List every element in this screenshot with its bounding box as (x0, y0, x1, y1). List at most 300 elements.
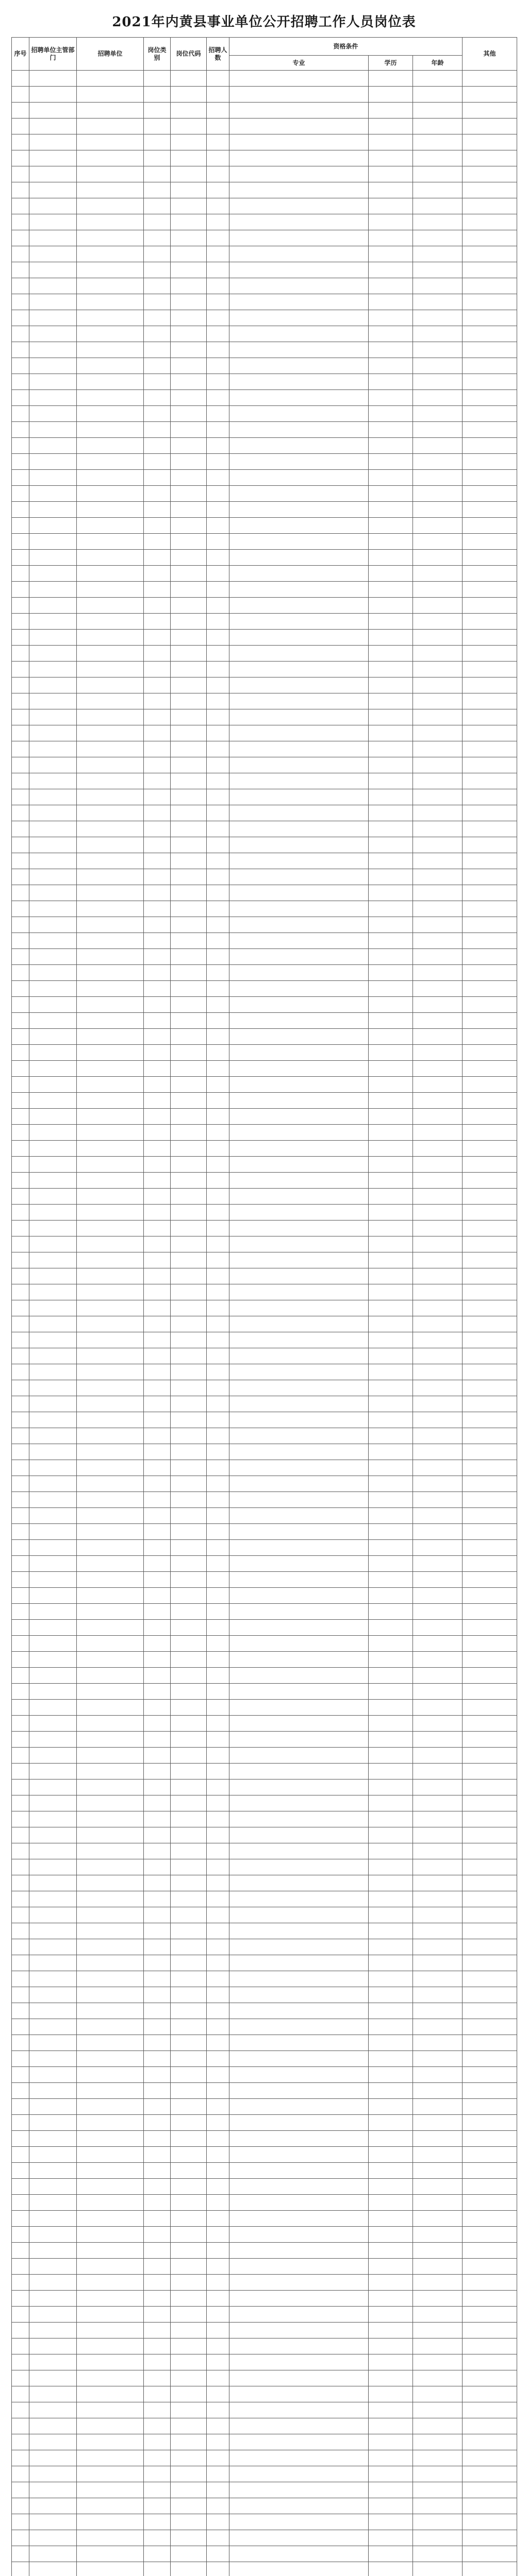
cell-empty (144, 1907, 171, 1923)
table-row-placeholder (12, 2307, 517, 2323)
cell-empty (207, 1811, 229, 1827)
cell-empty (171, 1524, 207, 1540)
cell-empty (229, 1795, 369, 1811)
cell-empty (207, 1684, 229, 1700)
cell-empty (171, 2546, 207, 2562)
cell-empty (77, 262, 144, 278)
cell-empty (463, 246, 517, 262)
cell-empty (463, 997, 517, 1013)
cell-empty (171, 2179, 207, 2195)
cell-empty (144, 470, 171, 486)
cell-empty (463, 582, 517, 598)
cell-empty (12, 230, 29, 246)
cell-empty (463, 326, 517, 342)
cell-empty (229, 2402, 369, 2418)
table-row-placeholder (12, 1524, 517, 1540)
cell-empty (369, 2131, 413, 2147)
cell-empty (12, 2530, 29, 2546)
cell-empty (369, 2418, 413, 2434)
table-row-placeholder (12, 901, 517, 917)
cell-empty (77, 901, 144, 917)
cell-empty (144, 2275, 171, 2291)
cell-empty (207, 1380, 229, 1396)
cell-empty (413, 2402, 463, 2418)
cell-empty (144, 1588, 171, 1604)
cell-empty (12, 693, 29, 709)
cell-empty (12, 2163, 29, 2179)
cell-empty (413, 1891, 463, 1907)
cell-empty (207, 1268, 229, 1284)
cell-empty (463, 1588, 517, 1604)
cell-empty (207, 2562, 229, 2576)
cell-empty (413, 214, 463, 230)
cell-empty (12, 805, 29, 821)
cell-empty (369, 2338, 413, 2354)
table-row-placeholder (12, 214, 517, 230)
cell-empty (12, 550, 29, 566)
table-row-placeholder (12, 1508, 517, 1524)
cell-empty (229, 87, 369, 103)
cell-empty (12, 502, 29, 518)
table-row-placeholder (12, 725, 517, 741)
cell-empty (171, 262, 207, 278)
table-row-placeholder (12, 1492, 517, 1508)
cell-empty (77, 1013, 144, 1029)
cell-empty (463, 1476, 517, 1492)
cell-empty (29, 1508, 77, 1524)
cell-empty (229, 518, 369, 534)
cell-empty (413, 2450, 463, 2466)
cell-empty (12, 2354, 29, 2370)
cell-empty (413, 310, 463, 326)
cell-empty (12, 2482, 29, 2498)
cell-empty (144, 502, 171, 518)
cell-empty (29, 1859, 77, 1875)
cell-empty (77, 1971, 144, 1987)
cell-empty (463, 821, 517, 837)
cell-empty (171, 1604, 207, 1620)
cell-empty (369, 1524, 413, 1540)
cell-empty (171, 342, 207, 358)
cell-empty (29, 1412, 77, 1428)
cell-empty (171, 118, 207, 134)
cell-empty (171, 550, 207, 566)
table-row-placeholder (12, 2051, 517, 2067)
cell-empty (369, 2466, 413, 2482)
cell-empty (12, 246, 29, 262)
cell-empty (463, 981, 517, 997)
cell-empty (144, 2179, 171, 2195)
cell-empty (144, 1476, 171, 1492)
table-row-placeholder (12, 677, 517, 693)
cell-empty (144, 1572, 171, 1588)
cell-empty (229, 2450, 369, 2466)
cell-empty (29, 566, 77, 582)
cell-empty (369, 1732, 413, 1748)
table-row-placeholder (12, 2386, 517, 2402)
cell-empty (463, 1492, 517, 1508)
table-row-placeholder (12, 2562, 517, 2576)
cell-empty (229, 1636, 369, 1652)
cell-empty (413, 630, 463, 646)
cell-empty (207, 2434, 229, 2450)
cell-empty (29, 534, 77, 550)
cell-empty (229, 566, 369, 582)
cell-empty (229, 1476, 369, 1492)
cell-empty (77, 2291, 144, 2307)
cell-empty (369, 1029, 413, 1045)
table-row-placeholder (12, 2370, 517, 2386)
cell-empty (12, 677, 29, 693)
table-row-placeholder (12, 1684, 517, 1700)
table-row-placeholder (12, 1205, 517, 1221)
table-row-placeholder (12, 262, 517, 278)
cell-empty (77, 821, 144, 837)
cell-empty (29, 1556, 77, 1572)
cell-empty (369, 2562, 413, 2576)
cell-empty (171, 646, 207, 662)
table-row-placeholder (12, 2402, 517, 2418)
cell-empty (171, 885, 207, 901)
cell-empty (207, 2147, 229, 2163)
cell-empty (29, 1045, 77, 1061)
cell-empty (413, 1572, 463, 1588)
cell-empty (463, 1843, 517, 1859)
cell-empty (413, 1859, 463, 1875)
table-row-placeholder (12, 1875, 517, 1891)
table-row-placeholder (12, 2291, 517, 2307)
cell-empty (29, 725, 77, 741)
cell-empty (207, 805, 229, 821)
cell-empty (413, 789, 463, 805)
cell-empty (171, 1093, 207, 1109)
cell-empty (12, 1061, 29, 1077)
cell-empty (12, 757, 29, 773)
cell-empty (463, 630, 517, 646)
table-row-placeholder (12, 1316, 517, 1332)
cell-empty (413, 198, 463, 214)
cell-empty (207, 869, 229, 885)
cell-empty (29, 326, 77, 342)
cell-empty (171, 2147, 207, 2163)
cell-empty (463, 1875, 517, 1891)
cell-empty (29, 182, 77, 198)
cell-empty (12, 2338, 29, 2354)
cell-empty (207, 1157, 229, 1173)
cell-empty (463, 1348, 517, 1364)
cell-empty (144, 1827, 171, 1843)
cell-empty (229, 837, 369, 853)
cell-empty (463, 342, 517, 358)
cell-empty (77, 869, 144, 885)
cell-empty (207, 1173, 229, 1189)
cell-empty (29, 1971, 77, 1987)
cell-empty (463, 1939, 517, 1955)
cell-empty (413, 1380, 463, 1396)
document-title: 2021年内黄县事业单位公开招聘工作人员岗位表 (112, 14, 416, 30)
cell-empty (12, 662, 29, 677)
cell-empty (463, 1268, 517, 1284)
cell-empty (77, 486, 144, 502)
cell-empty (369, 1444, 413, 1460)
cell-empty (369, 1636, 413, 1652)
cell-empty (207, 741, 229, 757)
cell-empty (29, 1077, 77, 1093)
header-conditions: 资格条件 (229, 38, 463, 56)
cell-empty (369, 198, 413, 214)
cell-empty (229, 2035, 369, 2051)
cell-empty (12, 2402, 29, 2418)
cell-empty (77, 502, 144, 518)
table-row-placeholder (12, 2179, 517, 2195)
cell-empty (413, 1604, 463, 1620)
cell-empty (369, 2546, 413, 2562)
cell-empty (171, 2163, 207, 2179)
cell-empty (77, 1332, 144, 1348)
cell-empty (369, 1236, 413, 1252)
cell-empty (77, 2147, 144, 2163)
cell-empty (463, 2386, 517, 2402)
cell-empty (77, 2498, 144, 2514)
cell-empty (144, 166, 171, 182)
cell-empty (463, 741, 517, 757)
cell-empty (12, 2003, 29, 2019)
cell-empty (229, 2323, 369, 2338)
cell-empty (12, 1221, 29, 1236)
cell-empty (463, 182, 517, 198)
cell-empty (12, 454, 29, 470)
cell-empty (29, 1604, 77, 1620)
cell-empty (29, 1620, 77, 1636)
cell-empty (207, 2450, 229, 2466)
cell-empty (229, 1428, 369, 1444)
cell-empty (413, 837, 463, 853)
cell-empty (413, 2323, 463, 2338)
cell-empty (413, 2498, 463, 2514)
table-row-placeholder (12, 1987, 517, 2003)
cell-empty (369, 1588, 413, 1604)
cell-empty (229, 1971, 369, 1987)
cell-empty (463, 1412, 517, 1428)
cell-empty (29, 1205, 77, 1221)
cell-empty (12, 438, 29, 454)
cell-empty (463, 2083, 517, 2099)
cell-empty (12, 1795, 29, 1811)
cell-empty (29, 1987, 77, 2003)
cell-empty (12, 2051, 29, 2067)
cell-empty (413, 454, 463, 470)
cell-empty (77, 2562, 144, 2576)
cell-empty (229, 1524, 369, 1540)
cell-empty (29, 2051, 77, 2067)
cell-empty (229, 646, 369, 662)
cell-empty (12, 1109, 29, 1125)
cell-empty (77, 677, 144, 693)
cell-empty (369, 87, 413, 103)
cell-empty (12, 949, 29, 965)
cell-empty (463, 1157, 517, 1173)
cell-empty (12, 1300, 29, 1316)
cell-empty (413, 150, 463, 166)
cell-empty (369, 502, 413, 518)
cell-empty (171, 326, 207, 342)
cell-empty (144, 981, 171, 997)
table-row-placeholder (12, 310, 517, 326)
cell-empty (413, 406, 463, 422)
cell-empty (77, 1492, 144, 1508)
table-row-placeholder (12, 2498, 517, 2514)
cell-empty (229, 486, 369, 502)
cell-empty (463, 2562, 517, 2576)
cell-empty (171, 1508, 207, 1524)
cell-empty (463, 2291, 517, 2307)
cell-empty (171, 1716, 207, 1732)
table-row-placeholder (12, 1700, 517, 1716)
cell-empty (369, 1604, 413, 1620)
cell-empty (463, 1189, 517, 1205)
cell-empty (463, 294, 517, 310)
cell-empty (77, 230, 144, 246)
cell-empty (77, 853, 144, 869)
table-row-placeholder (12, 981, 517, 997)
cell-empty (29, 614, 77, 630)
cell-empty (229, 294, 369, 310)
cell-empty (413, 1013, 463, 1029)
cell-empty (229, 1125, 369, 1141)
cell-empty (229, 2083, 369, 2099)
cell-empty (29, 1332, 77, 1348)
cell-empty (29, 134, 77, 150)
table-row-placeholder (12, 2131, 517, 2147)
cell-empty (12, 566, 29, 582)
cell-empty (77, 2275, 144, 2291)
cell-empty (12, 1316, 29, 1332)
cell-empty (144, 1795, 171, 1811)
cell-empty (171, 709, 207, 725)
table-row-placeholder (12, 1748, 517, 1764)
table-row-placeholder (12, 2466, 517, 2482)
cell-empty (144, 1380, 171, 1396)
cell-empty (229, 1492, 369, 1508)
cell-empty (171, 1620, 207, 1636)
cell-empty (369, 550, 413, 566)
cell-empty (413, 2338, 463, 2354)
cell-empty (413, 853, 463, 869)
cell-empty (463, 2418, 517, 2434)
cell-empty (171, 2530, 207, 2546)
cell-empty (229, 1460, 369, 1476)
cell-empty (413, 2019, 463, 2035)
cell-empty (229, 1764, 369, 1780)
cell-empty (12, 1939, 29, 1955)
cell-empty (229, 1173, 369, 1189)
cell-empty (229, 1268, 369, 1284)
table-row-placeholder (12, 1109, 517, 1125)
cell-empty (144, 2051, 171, 2067)
cell-empty (171, 1029, 207, 1045)
cell-empty (12, 2131, 29, 2147)
cell-empty (207, 1125, 229, 1141)
cell-empty (12, 933, 29, 949)
cell-empty (369, 2019, 413, 2035)
cell-empty (171, 2450, 207, 2466)
cell-empty (77, 534, 144, 550)
cell-empty (77, 1252, 144, 1268)
cell-empty (171, 2466, 207, 2482)
cell-empty (463, 1205, 517, 1221)
cell-empty (463, 1061, 517, 1077)
cell-empty (463, 917, 517, 933)
cell-empty (207, 534, 229, 550)
cell-empty (144, 246, 171, 262)
cell-empty (29, 2434, 77, 2450)
cell-empty (229, 1843, 369, 1859)
cell-empty (463, 789, 517, 805)
cell-empty (207, 2003, 229, 2019)
table-row-placeholder (12, 1939, 517, 1955)
cell-empty (77, 1141, 144, 1157)
cell-empty (463, 2179, 517, 2195)
cell-empty (77, 2434, 144, 2450)
cell-empty (144, 709, 171, 725)
cell-empty (12, 965, 29, 981)
cell-empty (29, 103, 77, 118)
cell-empty (12, 2035, 29, 2051)
cell-empty (229, 502, 369, 518)
cell-empty (463, 869, 517, 885)
table-row-placeholder (12, 2099, 517, 2115)
cell-empty (144, 1955, 171, 1971)
cell-empty (77, 550, 144, 566)
cell-empty (29, 198, 77, 214)
cell-empty (463, 1284, 517, 1300)
cell-empty (207, 1987, 229, 2003)
cell-empty (144, 87, 171, 103)
cell-empty (77, 2099, 144, 2115)
cell-empty (413, 1173, 463, 1189)
cell-empty (144, 1125, 171, 1141)
cell-empty (229, 1252, 369, 1268)
cell-empty (144, 374, 171, 390)
cell-empty (463, 2003, 517, 2019)
cell-empty (229, 134, 369, 150)
cell-empty (12, 1364, 29, 1380)
cell-empty (207, 1524, 229, 1540)
cell-empty (144, 1093, 171, 1109)
cell-empty (229, 2466, 369, 2482)
cell-empty (171, 1764, 207, 1780)
cell-empty (77, 1236, 144, 1252)
cell-empty (144, 134, 171, 150)
cell-empty (413, 2067, 463, 2083)
cell-empty (12, 1396, 29, 1412)
cell-empty (29, 853, 77, 869)
cell-empty (77, 1732, 144, 1748)
cell-empty (144, 933, 171, 949)
cell-empty (413, 1236, 463, 1252)
cell-empty (369, 2434, 413, 2450)
cell-empty (207, 390, 229, 406)
cell-empty (229, 2019, 369, 2035)
cell-empty (229, 2227, 369, 2243)
cell-empty (369, 1811, 413, 1827)
cell-empty (207, 2019, 229, 2035)
cell-empty (144, 1620, 171, 1636)
cell-empty (29, 1444, 77, 1460)
cell-empty (229, 1300, 369, 1316)
cell-empty (144, 1316, 171, 1332)
cell-empty (229, 2131, 369, 2147)
